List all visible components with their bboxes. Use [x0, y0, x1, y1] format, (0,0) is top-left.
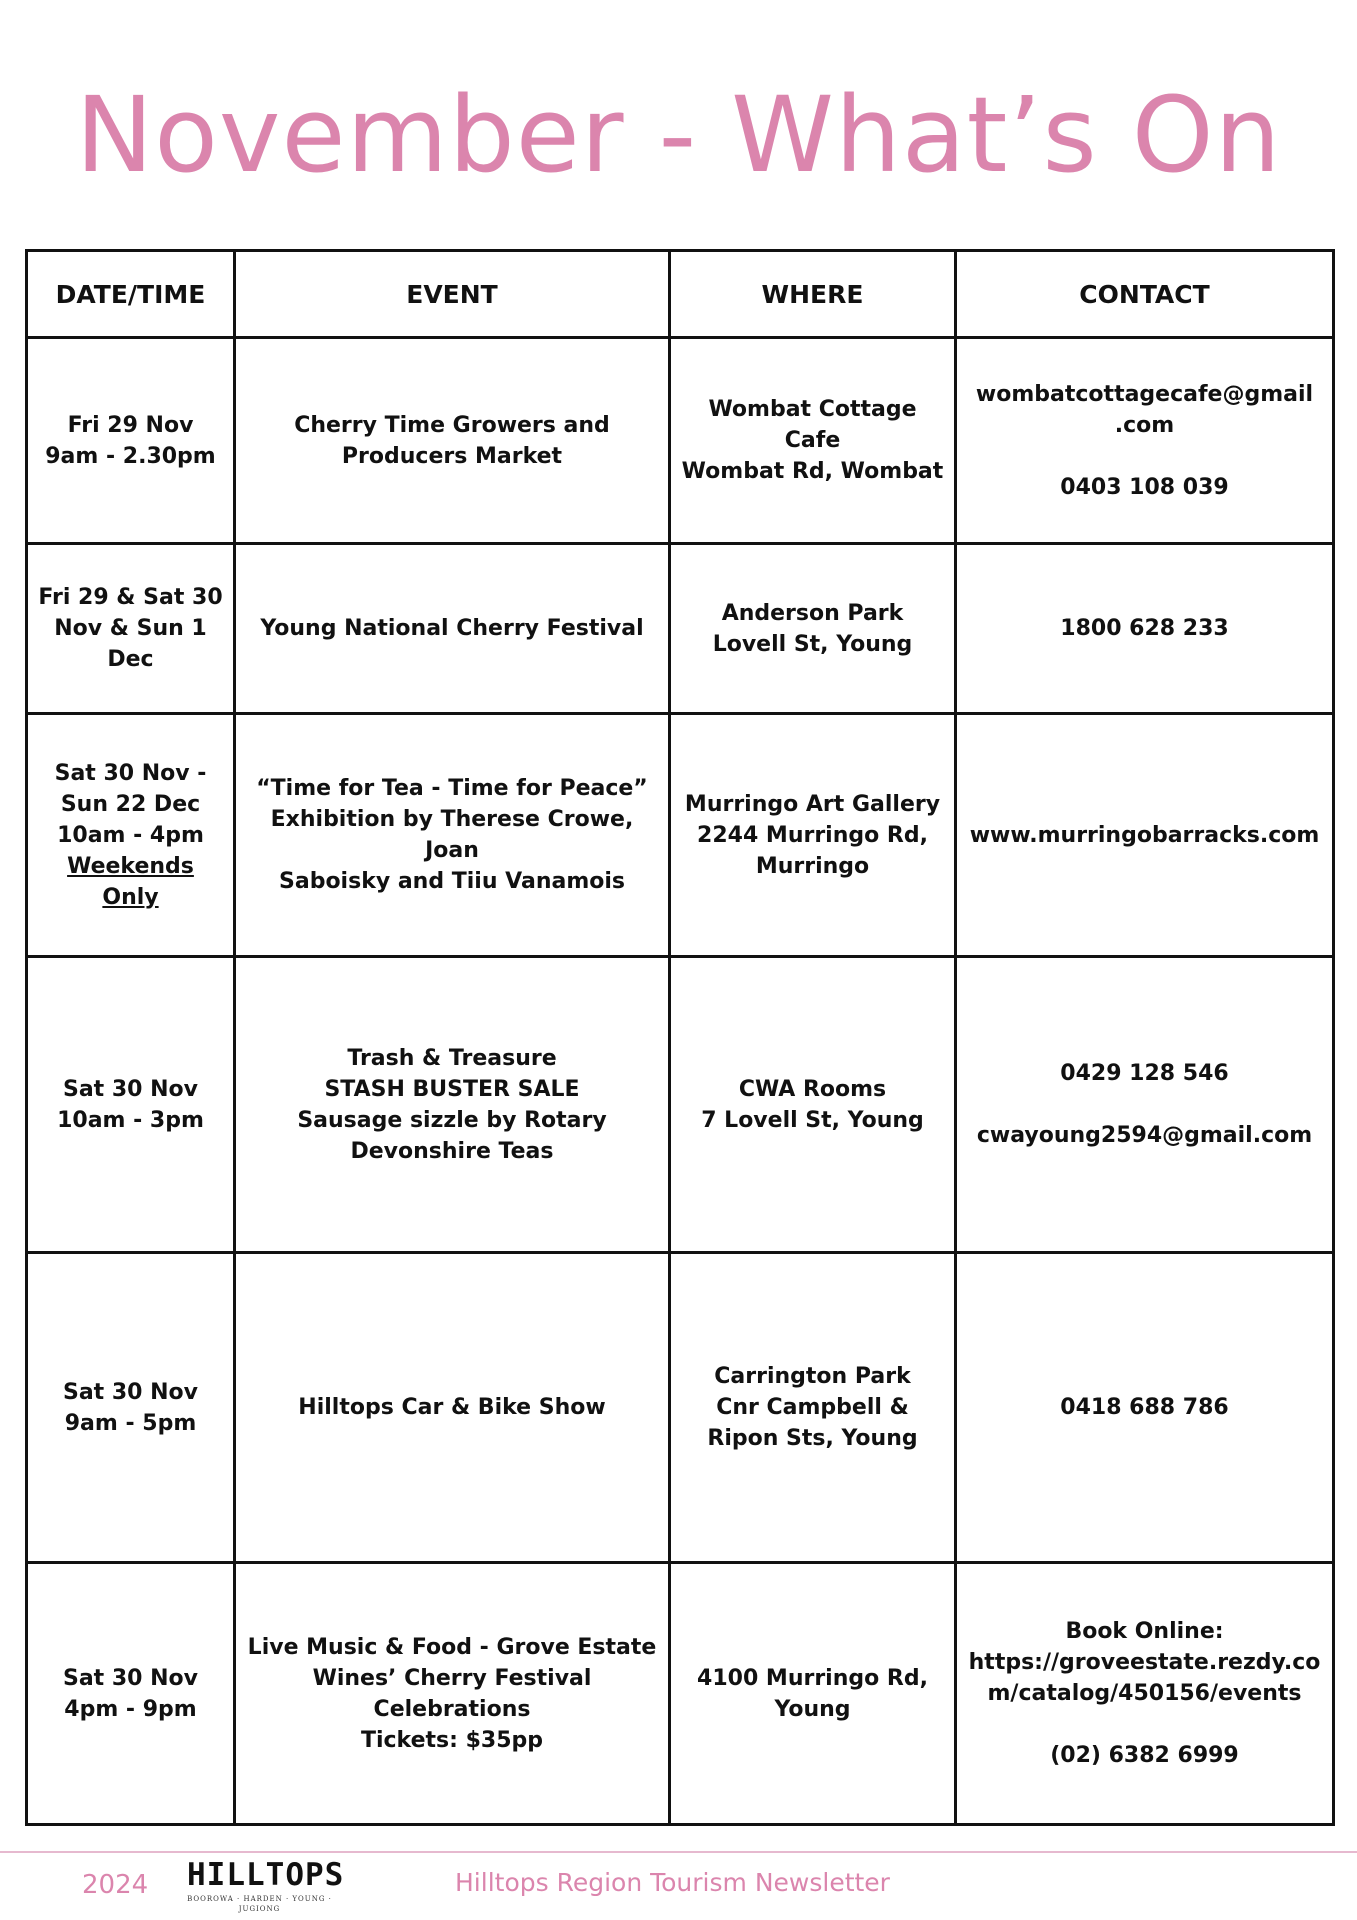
cell-event: Live Music & Food - Grove Estate Wines’ Cherry Festival Celebrations Tickets: $35pp	[235, 1563, 670, 1825]
header-event: EVENT	[235, 251, 670, 338]
cell-where: CWA Rooms 7 Lovell St, Young	[670, 957, 956, 1253]
cell-where: Murringo Art Gallery 2244 Murringo Rd, Murringo	[670, 714, 956, 957]
table-row	[27, 1563, 1334, 1825]
cell-contact: 1800 628 233	[956, 544, 1334, 714]
logo-towns: BOOROWA · HARDEN · YOUNG · JUGIONG	[187, 1895, 332, 1913]
footer-divider	[0, 1851, 1357, 1853]
header-date-time: DATE/TIME	[27, 251, 235, 338]
cell-event: Trash & Treasure STASH BUSTER SALE Sausage sizzle by Rotary Devonshire Teas	[235, 957, 670, 1253]
cell-contact: www.murringobarracks.com	[956, 714, 1334, 957]
cell-where: Anderson Park Lovell St, Young	[670, 544, 956, 714]
cell-event: “Time for Tea - Time for Peace” Exhibition by Therese Crowe, Joan Saboisky and Tiiu Vanamois	[235, 714, 670, 957]
cell-contact: 0429 128 546 cwayoung2594@gmail.com	[956, 957, 1334, 1253]
logo-wordmark: HILLTOPS	[187, 1857, 345, 1893]
cell-date: Fri 29 Nov 9am - 2.30pm	[27, 338, 235, 544]
cell-event: Hilltops Car & Bike Show	[235, 1253, 670, 1563]
footer-year: 2024	[82, 1870, 149, 1900]
events-table	[25, 249, 1335, 1826]
header-row	[27, 251, 1334, 338]
table-row	[27, 714, 1334, 957]
table-row	[27, 338, 1334, 544]
table-row	[27, 957, 1334, 1253]
cell-contact: wombatcottagecafe@gmail .com 0403 108 039	[956, 338, 1334, 544]
hilltops-logo	[187, 1856, 345, 1913]
date-text: Sat 30 Nov - Sun 22 Dec 10am - 4pm	[54, 760, 207, 848]
cell-contact: 0418 688 786	[956, 1253, 1334, 1563]
cell-where: Wombat Cottage Cafe Wombat Rd, Wombat	[670, 338, 956, 544]
cell-contact: Book Online: https://groveestate.rezdy.co m/catalog/450156/events (02) 6382 6999	[956, 1563, 1334, 1825]
cell-date: Sat 30 Nov 10am - 3pm	[27, 957, 235, 1253]
cell-date: Fri 29 & Sat 30 Nov & Sun 1 Dec	[27, 544, 235, 714]
header-where: WHERE	[670, 251, 956, 338]
cell-date	[27, 714, 235, 957]
cell-where: 4100 Murringo Rd, Young	[670, 1563, 956, 1825]
table-row	[27, 1253, 1334, 1563]
footer-newsletter-title: Hilltops Region Tourism Newsletter	[455, 1868, 890, 1897]
cell-event: Young National Cherry Festival	[235, 544, 670, 714]
cell-event: Cherry Time Growers and Producers Market	[235, 338, 670, 544]
cell-where: Carrington Park Cnr Campbell & Ripon Sts, Young	[670, 1253, 956, 1563]
table-row	[27, 544, 1334, 714]
cell-date: Sat 30 Nov 4pm - 9pm	[27, 1563, 235, 1825]
cell-date: Sat 30 Nov 9am - 5pm	[27, 1253, 235, 1563]
date-note: Weekends Only	[67, 853, 194, 910]
header-contact: CONTACT	[956, 251, 1334, 338]
page-title: November - What’s On	[75, 74, 1282, 196]
